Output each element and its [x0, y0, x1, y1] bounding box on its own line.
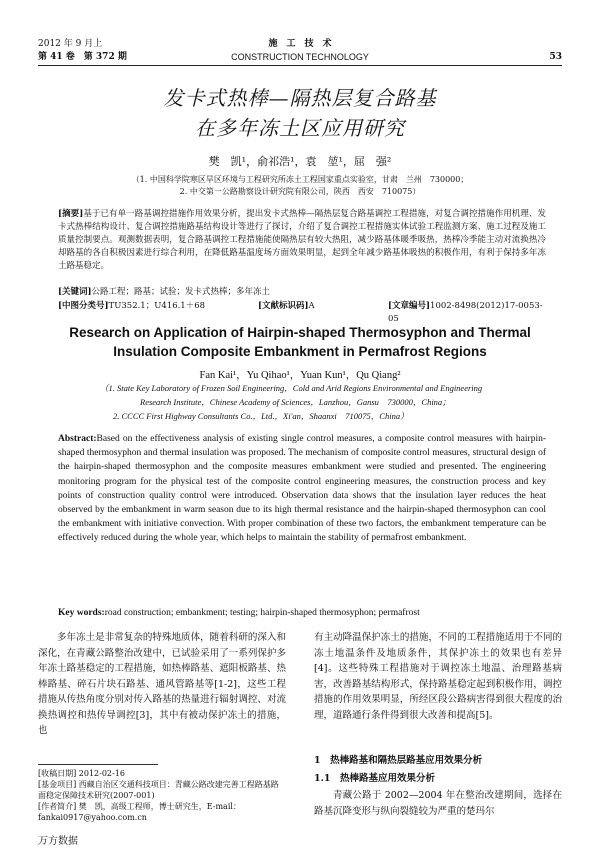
affil-en-3: 2. CCCC First Highway Consultants Co.，Ltd.，Xi'an，Shaanxi 710075，China） [113, 411, 409, 421]
section-heading-1: 1 热棒路基和隔热层路基应用效果分析 [314, 755, 483, 766]
keywords-en: Key words:road construction; embankment; testing; hairpin-shaped thermosyphon; permafrost [58, 608, 420, 618]
keywords-cn: [关键词]公路工程；路基；试验；发卡式热棒；多年冻土 [58, 287, 271, 297]
header-date: 2012 年 9 月上 [38, 39, 103, 49]
authors-cn: 樊 凯¹，俞祁浩¹，袁 堃¹，屈 强² [208, 155, 392, 168]
abstract-en: Abstract:Based on the effectiveness analysis of existing single control measures, a composite control measures with hairpin-shaped thermosyphon and thermal insulation was proposed. The mechanism of composite control measures, structural design of the hairpin-shaped thermosyphon and the composite measures embankment were studied and presented. The engineering monitoring program for the physical test of the composite control engineering measures, the construction process and key points of construction quality control were introduced. Observation data shows that the insulation layer reduces the heat observed by the embankment in warm season due to its high thermal resistance and the hairpin-shaped thermosyphon can cool the embankment with initiative convection. With proper combination of these two factors, the embankment temperature can be effectively reduced during the whole year, which helps to maintain the stability of permafrost embankment. [58, 434, 546, 544]
page-number: 53 [549, 52, 562, 62]
header-rule [38, 65, 562, 66]
title-en-line2: Insulation Composite Embankment in Permafrost Regions [113, 344, 487, 359]
right-col-paragraph-2: 青藏公路于 2002—2004 年在整治改建期间，选择在路基沉降变形与纵向裂缝较为严重的楚玛尔 [314, 790, 562, 817]
footnotes: [收稿日期] 2012-02-16 [基金项目] 西藏自治区交通科技项目：青藏公路改建完善工程路基路面稳定保障技术研究(2007-001) [作者简介] 樊 凯，高级工程师，博士研究生，E-mail：fankai0917@yahoo.com.cn [38, 769, 279, 822]
left-col-paragraph: 多年冻土是非常复杂的特殊地质体，随着科研的深入和深化，在青藏公路整治改建中，已试验采用了一系列保护多年冻土路基稳定的工程措施，如热棒路基、遮阳板路基、热棒路基、碎石片块石路基、通风管路基等[1-2]，这些工程措施从传热角度分别对传入路基的热量进行辐射调控、对流换热调控和热传导调控[3]，其中有被动保护冻土的措施，也 [38, 632, 286, 736]
header-volume: 第 41 卷 第 372 期 [38, 52, 127, 62]
abstract-cn: [摘要]基于已有单一路基调控措施作用效果分析，提出发卡式热棒—隔热层复合路基调控工程措施，对复合调控措施作用机理、发卡式热棒结构设计、复合调控措施路基结构设计等进行了探讨，介绍了复合调控工程措施实体试验工程监测方案、施工过程及施工质量控制要点。观测数据表明，复合路基调控工程措施能使隔热层有较大热阻，减少路基体暖季吸热，热棒冷季能主动对流换热冷却路基的各自积极因素进行综合利用，在降低路基温度场方面效果明显，起到全年减少路基体吸热的积极作用，有利于保持多年冻土路基稳定。 [58, 209, 547, 271]
section-heading-1-1: 1.1 热棒路基应用效果分析 [314, 773, 436, 784]
title-cn-line2: 在多年冻土区应用研究 [195, 116, 405, 140]
affil-cn-2: 2. 中交第一公路勘察设计研究院有限公司，陕西 西安 710075） [179, 187, 421, 196]
right-col-paragraph: 有主动降温保护冻土的措施，不同的工程措施适用于不同的冻土地温条件及地质条件，其保护冻土的效果也有差异[4]。这些特殊工程措施对于调控冻土地温、治理路基病害，改善路基结构形式，保持路基稳定起到积极作用，调控措施的作用效果明显，所经区段公路病害得到很大程度的治理，道路通行条件得到很大改善和提高[5]。 [314, 632, 562, 721]
footnote-rule [38, 764, 158, 765]
title-cn-line1: 发卡式热棒—隔热层复合路基 [163, 86, 437, 110]
header-journal-cn: 施 工 技 术 [268, 39, 332, 49]
title-en-line1: Research on Application of Hairpin-shaped Thermosyphon and Thermal [69, 325, 531, 340]
authors-en: Fan Kai¹，Yu Qihao¹，Yuan Kun¹，Qu Qiang² [199, 370, 401, 381]
footer-watermark: 万方数据 [38, 836, 78, 847]
affil-en-1: （1. State Key Laboratory of Frozen Soil Engineering，Cold and Arid Regions Environmental and Engineering [100, 383, 483, 393]
header-journal-en: CONSTRUCTION TECHNOLOGY [231, 52, 369, 62]
classification-line: [中图分类号]TU352.1；U416.1＋68 [文献标识码]A [文章编号]1002-8498(2012)17-0053-05 [58, 301, 543, 324]
affil-en-2: Research Institute，Chinese Academy of Sciences，Lanzhou，Gansu 730000，China； [140, 397, 451, 407]
affil-cn-1: （1. 中国科学院寒区旱区环境与工程研究所冻土工程国家重点实验室，甘肃 兰州 730000； [131, 175, 469, 184]
